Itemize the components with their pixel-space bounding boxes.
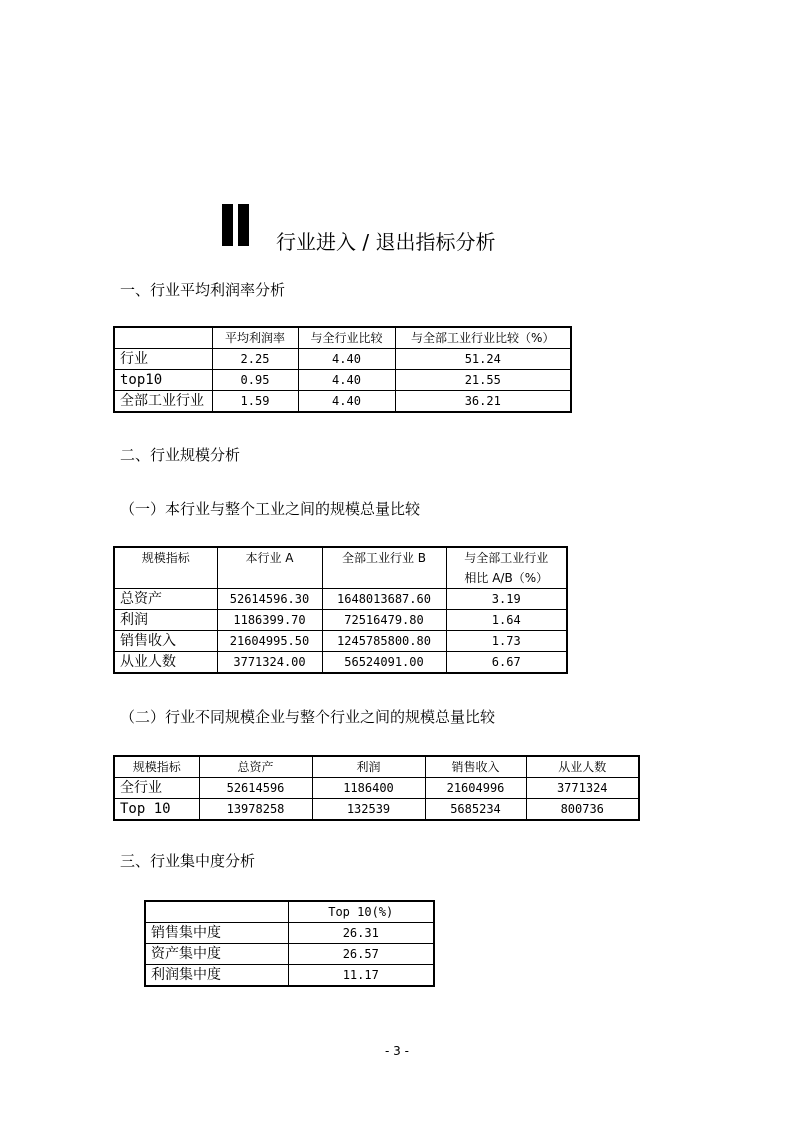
table-cell: 1648013687.60: [322, 589, 446, 610]
table-header-cell: 总资产: [199, 756, 312, 778]
section2-sub2-heading: （二）行业不同规模企业与整个行业之间的规模总量比较: [120, 708, 496, 726]
row-label: top10: [114, 370, 212, 391]
table-header-cell: [145, 901, 288, 923]
table-row: [114, 370, 571, 391]
table-row: [114, 391, 571, 413]
table-cell: 6.67: [446, 652, 567, 674]
table-header-cell: 与全行业比较: [298, 327, 395, 349]
table-cell: 1245785800.80: [322, 631, 446, 652]
table-cell: 1186400: [312, 778, 425, 799]
header-line-2: 相比 A/B（%）: [464, 571, 549, 585]
table-cell: 52614596.30: [217, 589, 322, 610]
table-row: [114, 778, 639, 799]
chapter-mark-bar-right: [238, 204, 249, 246]
table-header-cell: 平均利润率: [212, 327, 298, 349]
table-header-cell: 规模指标: [114, 547, 217, 589]
header-line-1: 与全部工业行业: [464, 551, 549, 565]
table-row: [114, 610, 567, 631]
scale-vs-industry-table: [113, 546, 568, 674]
table-header-row: [114, 547, 567, 589]
table-cell: 4.40: [298, 391, 395, 413]
table-cell: 26.57: [288, 944, 434, 965]
scale-by-size-table: [113, 755, 640, 821]
table-cell: 132539: [312, 799, 425, 821]
table-header-row: [114, 756, 639, 778]
table-cell: 5685234: [425, 799, 526, 821]
table-cell: 26.31: [288, 923, 434, 944]
row-label: 总资产: [114, 589, 217, 610]
table-cell: 11.17: [288, 965, 434, 987]
section1-heading: 一、行业平均利润率分析: [120, 281, 286, 299]
table-header-cell: 规模指标: [114, 756, 199, 778]
table-cell: 13978258: [199, 799, 312, 821]
table-cell: 3771324: [526, 778, 639, 799]
table-cell: 1.73: [446, 631, 567, 652]
table-cell: 36.21: [395, 391, 571, 413]
table-cell: 4.40: [298, 370, 395, 391]
section3-heading: 三、行业集中度分析: [120, 852, 256, 870]
row-label: 销售收入: [114, 631, 217, 652]
row-label: 行业: [114, 349, 212, 370]
section2-heading: 二、行业规模分析: [120, 446, 241, 464]
concentration-table: [144, 900, 435, 987]
table-cell: 21604996: [425, 778, 526, 799]
table-header-cell: [446, 547, 567, 589]
table-header-cell: Top 10(%): [288, 901, 434, 923]
table-cell: 2.25: [212, 349, 298, 370]
profit-margin-table: [113, 326, 572, 413]
row-label: 资产集中度: [145, 944, 288, 965]
row-label: 全部工业行业: [114, 391, 212, 413]
row-label: Top 10: [114, 799, 199, 821]
table-header-cell: 从业人数: [526, 756, 639, 778]
table-cell: 0.95: [212, 370, 298, 391]
chapter-title: 行业进入 / 退出指标分析: [276, 230, 496, 254]
table-cell: 3771324.00: [217, 652, 322, 674]
row-label: 从业人数: [114, 652, 217, 674]
section2-sub1-heading: （一）本行业与整个工业之间的规模总量比较: [120, 500, 421, 518]
table-header-cell: 本行业 A: [217, 547, 322, 589]
table-row: [114, 652, 567, 674]
table-cell: 72516479.80: [322, 610, 446, 631]
row-label: 全行业: [114, 778, 199, 799]
table-row: [114, 631, 567, 652]
table-header-cell: 全部工业行业 B: [322, 547, 446, 589]
table-cell: 1186399.70: [217, 610, 322, 631]
table-header-row: [145, 901, 434, 923]
table-cell: 52614596: [199, 778, 312, 799]
table-row: [145, 965, 434, 987]
table-cell: 4.40: [298, 349, 395, 370]
table-cell: 3.19: [446, 589, 567, 610]
table-row: [145, 944, 434, 965]
table-cell: 51.24: [395, 349, 571, 370]
row-label: 利润集中度: [145, 965, 288, 987]
table-cell: 800736: [526, 799, 639, 821]
row-label: 利润: [114, 610, 217, 631]
table-cell: 1.64: [446, 610, 567, 631]
table-header-cell: [114, 327, 212, 349]
chapter-mark-bar-left: [222, 204, 233, 246]
table-header-row: [114, 327, 571, 349]
table-row: [145, 923, 434, 944]
table-cell: 56524091.00: [322, 652, 446, 674]
table-header-cell: 销售收入: [425, 756, 526, 778]
table-row: [114, 589, 567, 610]
table-header-cell: 利润: [312, 756, 425, 778]
table-cell: 21.55: [395, 370, 571, 391]
table-cell: 1.59: [212, 391, 298, 413]
table-cell: 21604995.50: [217, 631, 322, 652]
page-number: - 3 -: [385, 1044, 409, 1058]
table-row: [114, 349, 571, 370]
row-label: 销售集中度: [145, 923, 288, 944]
table-header-cell: 与全部工业行业比较（%）: [395, 327, 571, 349]
table-row: [114, 799, 639, 821]
